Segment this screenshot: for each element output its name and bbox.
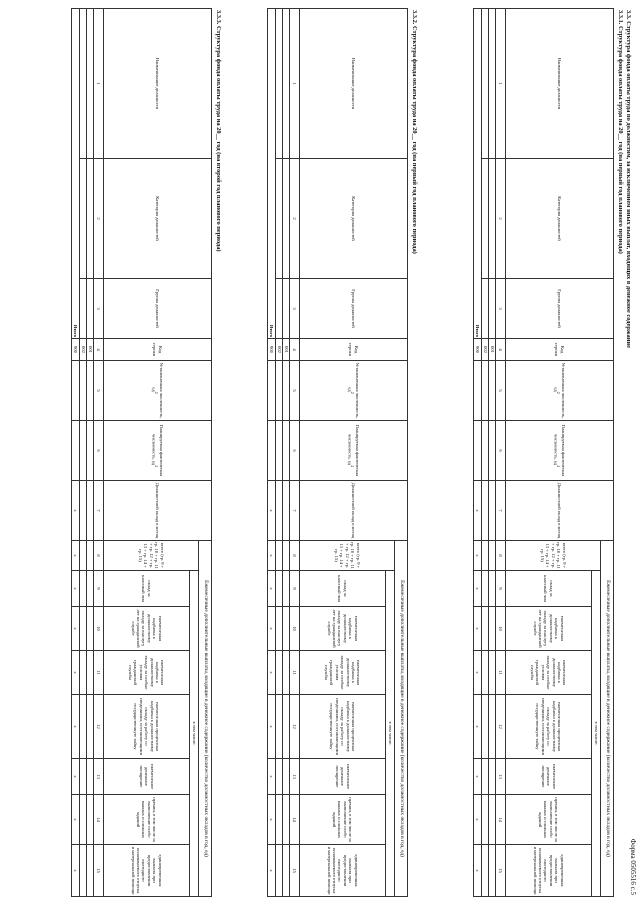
col-header-material-aid: единовременная выплата при предоставлении ежегодного оплачиваемого отпуска и материальной помощи bbox=[104, 845, 190, 897]
col-header-in-that-number: в том числе: bbox=[592, 571, 601, 897]
col-header-bonus: премии, в том числе за выполнение особо важных и сложных заданий bbox=[506, 795, 592, 845]
column-number-row: 1 2 3 4 5 6 7 8 9 10 11 12 13 14 15 bbox=[496, 9, 506, 897]
table-row: 002 bbox=[276, 9, 283, 897]
col-header-position-name: Наименование должности bbox=[104, 9, 212, 159]
col-header-extra-pays: Ежемесячные дополнительные выплаты, входящие в денежное содержание (количество должностных окладов в год, ед) bbox=[601, 541, 614, 897]
col-header-group: Группа должностей bbox=[300, 279, 408, 339]
col-header-state-secret: ежемесячная процентная надбавка к должностному окладу за работу со сведениями, составляющими государственную тайну bbox=[506, 695, 592, 759]
col-header-long-service: ежемесячная надбавка к должностному окладу за выслугу лет на гражданской службе bbox=[104, 607, 190, 651]
table-row: 001 bbox=[283, 9, 290, 897]
col-header-established-count: Установленная численность, $ед^2$ bbox=[506, 361, 614, 421]
table-3-3-3 bbox=[71, 8, 212, 897]
col-header-in-that-number: в том числе: bbox=[386, 571, 395, 897]
col-header-material-aid: единовременная выплата при предоставлении ежегодного оплачиваемого отпуска и материальной помощи bbox=[506, 845, 592, 897]
col-header-extra-pays: Ежемесячные дополнительные выплаты, входящие в денежное содержание (количество должностных окладов в год, ед) bbox=[395, 541, 408, 897]
col-header-salary: Должностной оклад в месяц bbox=[104, 481, 212, 541]
col-header-incentive: ежемесячное денежное поощрение bbox=[300, 759, 386, 795]
total-row: Итого 900 x x x x x x x x x bbox=[474, 9, 482, 897]
col-header-incentive: ежемесячное денежное поощрение bbox=[104, 759, 190, 795]
col-header-long-service: ежемесячная надбавка к должностному окладу за выслугу лет на гражданской службе bbox=[300, 607, 386, 651]
form-code: Форма 0505516 с.5 bbox=[629, 838, 637, 895]
heading-3-3-3: 3.3.3. Структура фонда оплаты труда на 20__ год (на второй год планового периода) bbox=[215, 10, 222, 252]
heading-3-3-2: 3.3.2. Структура фонда оплаты труда на 20__ год (на первый год планового периода) bbox=[411, 10, 418, 254]
col-header-established-count: Установленная численность, $ед^2$ bbox=[104, 361, 212, 421]
table-3-3-2 bbox=[267, 8, 408, 897]
col-header-position-name: Наименование должности bbox=[506, 9, 614, 159]
col-header-total: всего (гр. 9 + гр. 10 + гр. 11 + гр. 12 + гр. 13 + гр. 14 + гр. 15) bbox=[104, 541, 199, 571]
col-header-salary: Должностной оклад в месяц bbox=[506, 481, 614, 541]
table-3-3-1 bbox=[473, 8, 614, 897]
heading-3-3-1: 3.3.1. Структура фонда оплаты труда на 20__ год (на первый год планового периода) bbox=[617, 10, 624, 254]
col-header-state-secret: ежемесячная процентная надбавка к должностному окладу за работу со сведениями, составляющими государственную тайну bbox=[104, 695, 190, 759]
col-header-special-conditions: ежемесячная надбавка к должностному окладу за особые условия гражданской службы bbox=[300, 651, 386, 695]
col-header-total: всего (гр. 9 + гр. 10 + гр. 11 + гр. 12 + гр. 13 + гр. 14 + гр. 15) bbox=[300, 541, 395, 571]
table-row: 002 bbox=[482, 9, 489, 897]
col-header-bonus: премии, в том числе за выполнение особо важных и сложных заданий bbox=[300, 795, 386, 845]
col-header-class-rank: оклад за классный чин bbox=[104, 571, 190, 607]
total-row: Итого 900 x x x x x x x x x bbox=[268, 9, 276, 897]
col-header-category: Категория должностей bbox=[506, 159, 614, 279]
col-header-position-name: Наименование должности bbox=[300, 9, 408, 159]
column-number-row: 1 2 3 4 5 6 7 8 9 10 11 12 13 14 15 bbox=[94, 9, 104, 897]
col-header-category: Категория должностей bbox=[104, 159, 212, 279]
total-row: Итого 900 x x x x x x x x x bbox=[72, 9, 80, 897]
col-header-line-code: Код строки bbox=[300, 339, 408, 361]
col-header-planned-count: Планируемая фактическая численность, $ед^4$ bbox=[104, 421, 212, 481]
col-header-class-rank: оклад за классный чин bbox=[506, 571, 592, 607]
col-header-line-code: Код строки bbox=[104, 339, 212, 361]
col-header-established-count: Установленная численность, $ед^2$ bbox=[300, 361, 408, 421]
col-header-class-rank: оклад за классный чин bbox=[300, 571, 386, 607]
col-header-planned-count: Планируемая фактическая численность, $ед^4$ bbox=[506, 421, 614, 481]
col-header-incentive: ежемесячное денежное поощрение bbox=[506, 759, 592, 795]
table-row: 001 bbox=[489, 9, 496, 897]
col-header-salary: Должностной оклад в месяц bbox=[300, 481, 408, 541]
col-header-special-conditions: ежемесячная надбавка к должностному окладу за особые условия гражданской службы bbox=[506, 651, 592, 695]
col-header-bonus: премии, в том числе за выполнение особо важных и сложных заданий bbox=[104, 795, 190, 845]
col-header-total: всего (гр. 9 + гр. 10 + гр. 11 + гр. 12 + гр. 13 + гр. 14 + гр. 15) bbox=[506, 541, 601, 571]
table-row: 002 bbox=[80, 9, 87, 897]
column-number-row: 1 2 3 4 5 6 7 8 9 10 11 12 13 14 15 bbox=[290, 9, 300, 897]
col-header-group: Группа должностей bbox=[506, 279, 614, 339]
col-header-group: Группа должностей bbox=[104, 279, 212, 339]
table-row: 001 bbox=[87, 9, 94, 897]
col-header-extra-pays: Ежемесячные дополнительные выплаты, входящие в денежное содержание (количество должностных окладов в год, ед) bbox=[199, 541, 212, 897]
col-header-line-code: Код строки bbox=[506, 339, 614, 361]
col-header-material-aid: единовременная выплата при предоставлении ежегодного оплачиваемого отпуска и материальной помощи bbox=[300, 845, 386, 897]
heading-3-3: 3.3. Структура фонда оплаты труда по должностям, за исключением иных выплат, входящих в денежное содержание bbox=[625, 10, 632, 348]
col-header-in-that-number: в том числе: bbox=[190, 571, 199, 897]
col-header-category: Категория должностей bbox=[300, 159, 408, 279]
col-header-state-secret: ежемесячная процентная надбавка к должностному окладу за работу со сведениями, составляющими государственную тайну bbox=[300, 695, 386, 759]
col-header-long-service: ежемесячная надбавка к должностному окладу за выслугу лет на гражданской службе bbox=[506, 607, 592, 651]
col-header-special-conditions: ежемесячная надбавка к должностному окладу за особые условия гражданской службы bbox=[104, 651, 190, 695]
col-header-planned-count: Планируемая фактическая численность, $ед^4$ bbox=[300, 421, 408, 481]
